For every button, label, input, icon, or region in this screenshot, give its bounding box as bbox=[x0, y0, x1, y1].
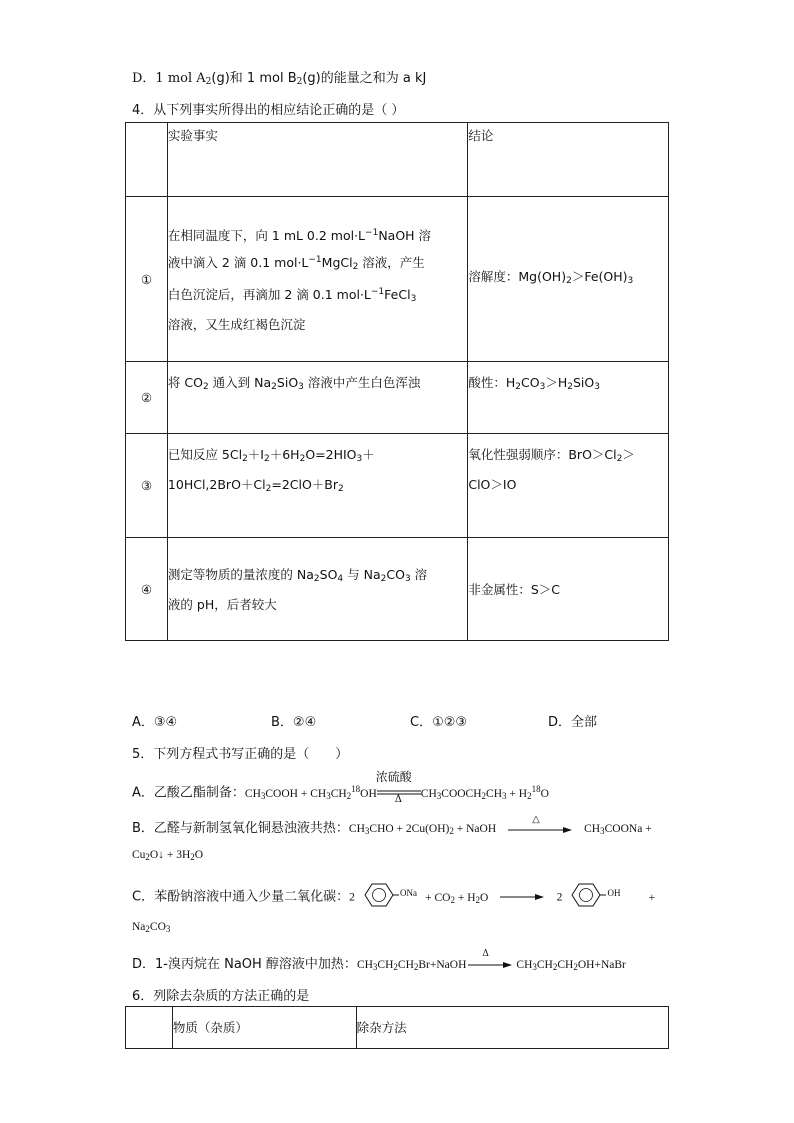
q4-row bbox=[126, 362, 669, 434]
q4-row-fact: 将 $CO_2$ 通入到 $Na_2SiO_3$ 溶液中产生白色浑浊 bbox=[167, 362, 467, 434]
q4-row-conclusion: 溶解度：$Mg(OH)_2>Fe(OH)_3$ bbox=[468, 197, 669, 362]
q5-option-d: D．1-溴丙烷在 NaOH 醇溶液中加热：$CH_3CH_2CH_2Br+NaOH$ Δ $CH_3CH_2CH_2OH+NaBr$ bbox=[132, 948, 626, 972]
q6-header-substance: 物质（杂质） bbox=[172, 1007, 356, 1049]
q3-option-d: D．1 mol $A_2(g)$和 1 mol $B_2(g)$的能量之和为 a kJ bbox=[132, 71, 427, 87]
reaction-arrow-icon: △ bbox=[508, 820, 572, 838]
reaction-arrow-icon: Δ bbox=[468, 956, 512, 974]
q6-table bbox=[125, 1006, 669, 1049]
q4-option-c[interactable]: C．①②③ bbox=[410, 715, 468, 730]
q4-header-row bbox=[126, 123, 669, 197]
q5-option-b-cont: $Cu_2O↓ + 3H_2O$ bbox=[132, 849, 204, 862]
q5-option-b: B．乙醛与新制氢氧化铜悬浊液共热：$CH_3CHO + 2Cu(OH)_2$ + NaOH △ $CH_3COONa$ + bbox=[132, 813, 652, 836]
q6-header-num bbox=[126, 1007, 173, 1049]
q4-row bbox=[126, 434, 669, 538]
q5-option-c-cont: $Na_2CO_3$ bbox=[132, 921, 171, 934]
q4-row-conclusion: 非金属性：S＞C bbox=[468, 538, 669, 641]
q4-option-a[interactable]: A．③④ bbox=[132, 715, 178, 730]
q4-header-fact: 实验事实 bbox=[167, 123, 467, 197]
q4-row-num: ② bbox=[126, 362, 168, 434]
q6-stem: 6．列除去杂质的方法正确的是 bbox=[132, 989, 310, 1004]
benzene-ring-icon: ONa bbox=[359, 884, 421, 910]
q4-row-conclusion: 氧化性强弱顺序：$BrO>Cl_2>$ ClO＞IO bbox=[468, 434, 669, 538]
benzene-ring-icon: OH bbox=[566, 884, 626, 910]
q6-header-row bbox=[126, 1007, 669, 1049]
q4-row-fact: 已知反应 $5Cl_2+I_2+6H_2O=2HIO_3+$ $10HCl,2BrO+Cl_2=2ClO+Br_2$ bbox=[167, 434, 467, 538]
q4-stem: 4．从下列事实所得出的相应结论正确的是（ ） bbox=[132, 103, 405, 118]
q5-option-c: C．苯酚钠溶液中通入少量二氧化碳：2 ONa + $CO_2 + H_2O$ 2 OH + bbox=[132, 884, 655, 910]
q4-row-fact: 在相同温度下，向 1 mL 0.2 $mol\cdot L^{-1}NaOH$ 溶 液中滴入 2 滴 0.1 $mol\cdot L^{-1}MgCl_2$ 溶液，产生 白色沉淀后，再滴加 2 滴 0.1 $mol\cdot L^{-1}FeCl_3$ 溶液，又生成红褐色沉淀 bbox=[167, 197, 467, 362]
q5-option-a: A．乙酸乙酯制备：$CH_3COOH + CH_3CH_2^{18}OH$ 浓硫酸 Δ $CH_3COOCH_2CH_3 + H_2^{18}O$ bbox=[132, 770, 549, 805]
q4-header-num bbox=[126, 123, 168, 197]
q4-option-d[interactable]: D．全部 bbox=[548, 715, 598, 730]
q4-row-num: ① bbox=[126, 197, 168, 362]
q4-row-num: ④ bbox=[126, 538, 168, 641]
reaction-arrow-icon bbox=[500, 890, 544, 904]
equilibrium-arrow-icon: 浓硫酸 Δ bbox=[375, 770, 412, 805]
q4-row bbox=[126, 538, 669, 641]
q4-row-conclusion: 酸性：$H_2CO_3>H_2SiO_3$ bbox=[468, 362, 669, 434]
q4-table bbox=[125, 122, 669, 641]
q6-header-method: 除杂方法 bbox=[356, 1007, 668, 1049]
q4-header-conclusion: 结论 bbox=[468, 123, 669, 197]
q4-option-b[interactable]: B．②④ bbox=[271, 715, 317, 730]
q5-stem: 5．下列方程式书写正确的是（ ） bbox=[132, 747, 349, 762]
q4-row bbox=[126, 197, 669, 362]
q4-row-num: ③ bbox=[126, 434, 168, 538]
q4-row-fact: 测定等物质的量浓度的 $Na_2SO_4$ 与 $Na_2CO_3$ 溶 液的 pH，后者较大 bbox=[167, 538, 467, 641]
